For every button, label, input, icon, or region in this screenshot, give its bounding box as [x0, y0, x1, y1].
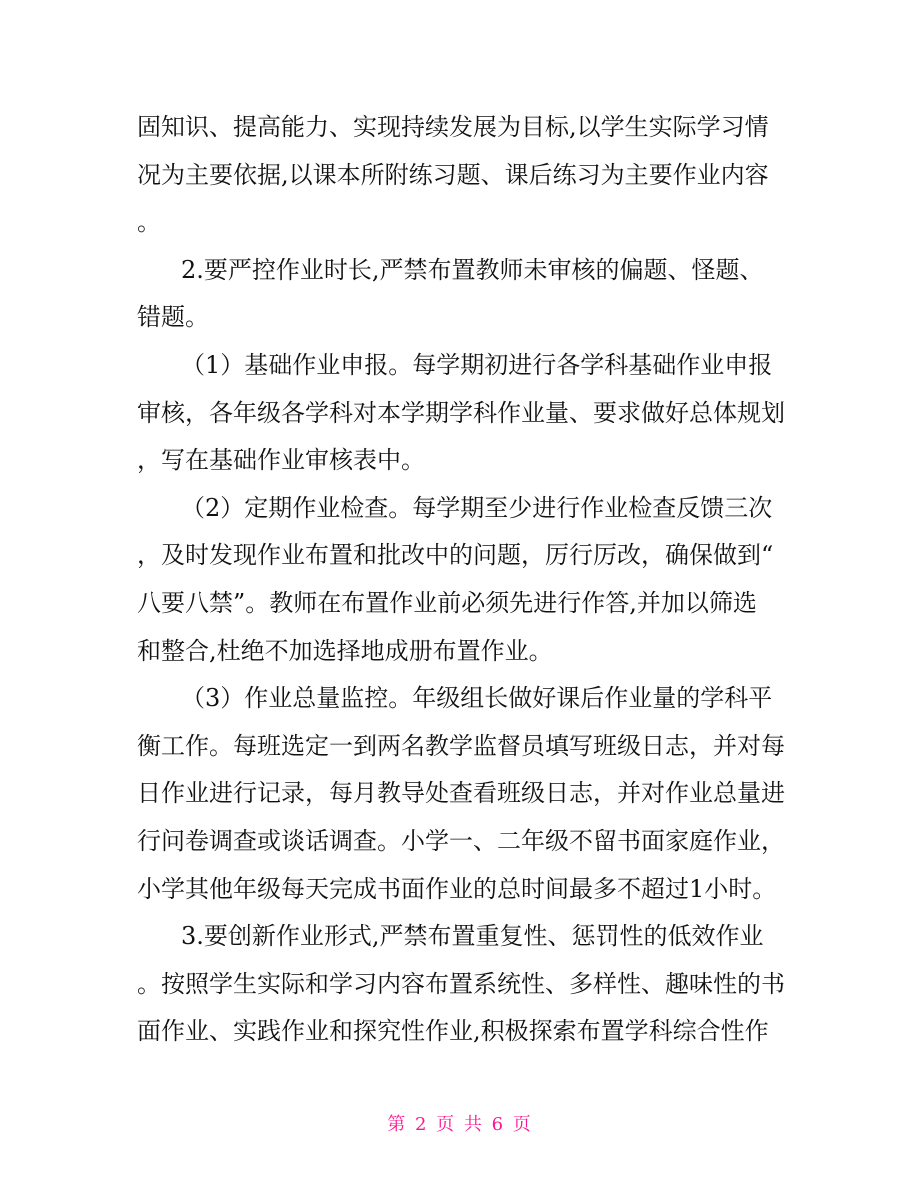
text-line-6: （1）基础作业申报。每学期初进行各学科基础作业申报 — [181, 350, 773, 379]
text-line-8: ，写在基础作业审核表中。 — [137, 446, 425, 475]
text-line-12: 和整合,杜绝不加选择地成册布置作业。 — [137, 636, 553, 665]
text-line-19: 。按照学生实际和学习内容布置系统性、多样性、趣味性的书 — [137, 969, 785, 998]
text-line-4: 2.要严控作业时长,严禁布置教师未审核的偏题、怪题、 — [181, 255, 764, 284]
text-line-14: 衡工作。每班选定一到两名教学监督员填写班级日志，并对每 — [137, 731, 785, 760]
page-number-footer: 第 2 页 共 6 页 — [387, 1114, 533, 1135]
text-line-16: 行问卷调查或谈话调查。小学一、二年级不留书面家庭作业， — [137, 826, 785, 855]
text-line-9: （2）定期作业检查。每学期至少进行作业检查反馈三次 — [181, 493, 773, 522]
text-line-7: 审核，各年级各学科对本学期学科作业量、要求做好总体规划 — [137, 398, 785, 427]
text-line-15: 日作业进行记录，每月教导处查看班级日志，并对作业总量进 — [137, 779, 785, 808]
text-line-2: 况为主要依据,以课本所附练习题、课后练习为主要作业内容 — [137, 160, 769, 189]
text-line-11: 八要八禁”。教师在布置作业前必须先进行作答,并加以筛选 — [137, 588, 757, 617]
text-line-13: （3）作业总量监控。年级组长做好课后作业量的学科平 — [181, 684, 773, 713]
text-line-1: 固知识、提高能力、实现持续发展为目标,以学生实际学习情 — [137, 113, 769, 141]
text-line-18: 3.要创新作业形式,严禁布置重复性、惩罚性的低效作业 — [181, 922, 764, 951]
text-line-20: 面作业、实践作业和探究性作业,积极探索布置学科综合性作 — [137, 1017, 769, 1046]
text-line-10: ，及时发现作业布置和批改中的问题，厉行厉改，确保做到“ — [137, 541, 774, 570]
text-line-17: 小学其他年级每天完成书面作业的总时间最多不超过1小时。 — [137, 874, 777, 903]
text-line-3: 。 — [137, 208, 161, 237]
text-line-5: 错题。 — [137, 303, 209, 332]
document-body — [137, 104, 787, 1056]
